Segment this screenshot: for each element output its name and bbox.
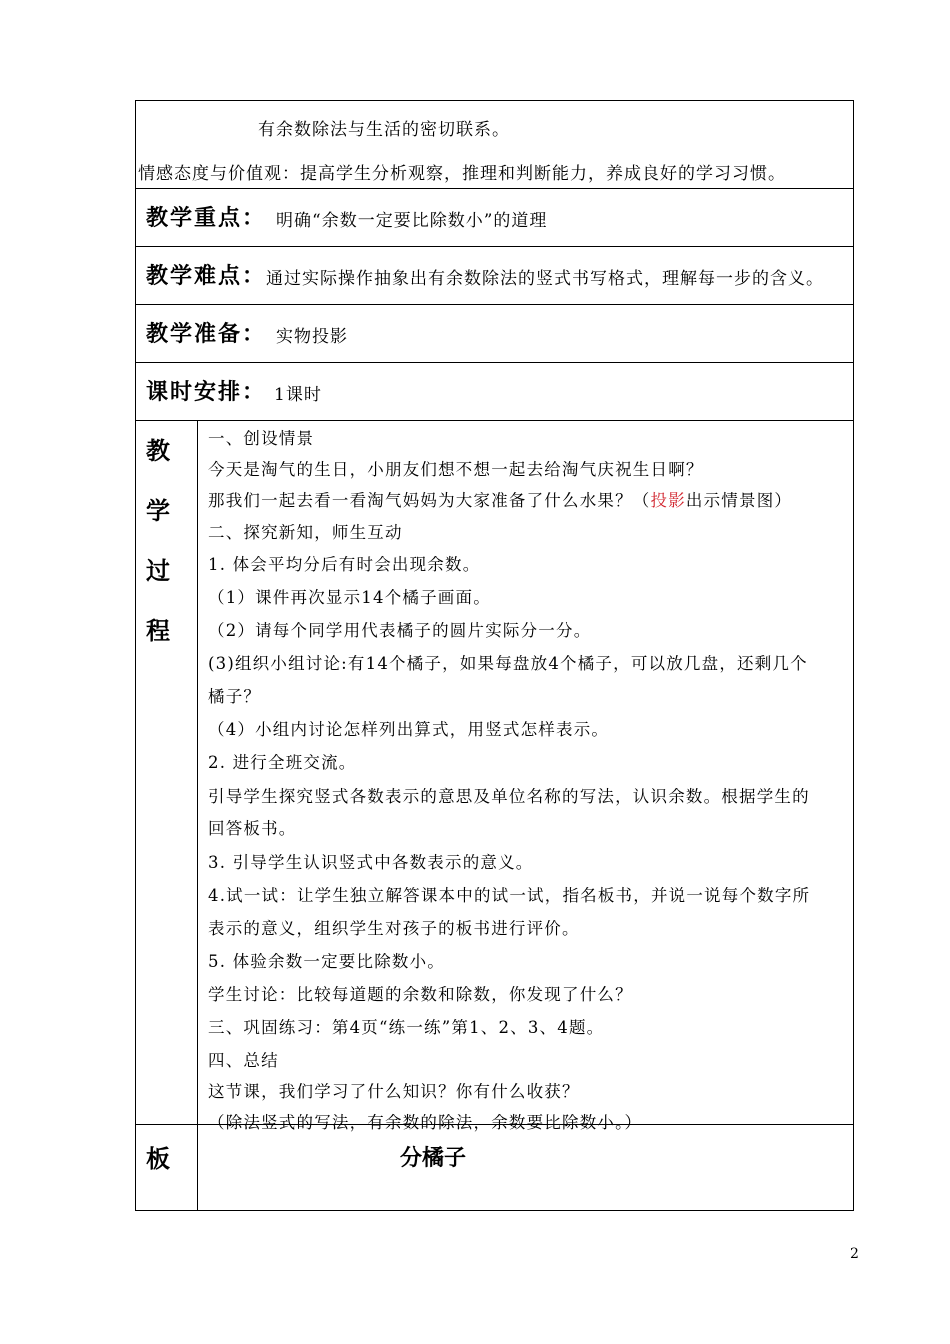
process-line: 回答板书。 — [208, 819, 297, 838]
board-design-row — [136, 1125, 853, 1210]
process-line: 橘子？ — [208, 687, 262, 706]
process-line: （4）小组内讨论怎样列出算式，用竖式怎样表示。 — [208, 720, 610, 739]
highlight-text: 投影 — [650, 491, 686, 510]
process-line: 表示的意义，组织学生对孩子的板书进行评价。 — [208, 919, 580, 938]
process-line: （2）请每个同学用代表橘子的圆片实际分一分。 — [208, 621, 592, 640]
side-char: 板 — [146, 1145, 170, 1173]
process-line: 1. 体会平均分后有时会出现余数。 — [208, 555, 481, 574]
process-line: 4.试一试：让学生独立解答课本中的试一试，指名板书，并说一说每个数字所 — [208, 886, 811, 905]
side-char: 程 — [146, 617, 170, 645]
process-side-column — [136, 421, 198, 1124]
schedule-label: 课时安排： — [146, 380, 267, 405]
teaching-process-row — [136, 421, 853, 1132]
process-line: 学生讨论：比较每道题的余数和除数，你发现了什么？ — [208, 985, 633, 1004]
process-line: （1）课件再次显示14个橘子画面。 — [208, 588, 491, 607]
process-line: （除法竖式的写法，有余数的除法，余数要比除数小。） — [208, 1113, 643, 1132]
process-line: 四、总结 — [208, 1051, 279, 1070]
objective-text-1: 有余数除法与生活的密切联系。 — [258, 120, 510, 140]
key-point-row — [136, 189, 853, 247]
process-line: 这节课，我们学习了什么知识？你有什么收获？ — [208, 1082, 580, 1101]
difficulty-value: 通过实际操作抽象出有余数除法的竖式书写格式，理解每一步的含义。 — [266, 269, 824, 289]
side-char: 过 — [146, 557, 170, 585]
difficulty-label: 教学难点： — [146, 264, 267, 289]
schedule-value: 1课时 — [274, 385, 322, 405]
process-line: 一、创设情景 — [208, 429, 315, 448]
process-line: 2. 进行全班交流。 — [208, 753, 357, 772]
process-line: 引导学生探究竖式各数表示的意思及单位名称的写法，认识余数。根据学生的 — [208, 787, 810, 806]
preparation-value: 实物投影 — [276, 327, 348, 347]
schedule-row — [136, 363, 853, 421]
process-line: 5. 体验余数一定要比除数小。 — [208, 952, 445, 971]
process-line: 那我们一起去看一看淘气妈妈为大家准备了什么水果？（投影出示情景图） — [208, 491, 793, 510]
board-title: 分橘子 — [400, 1146, 467, 1171]
preparation-label: 教学准备： — [146, 322, 267, 347]
side-char: 学 — [146, 497, 170, 525]
key-point-label: 教学重点： — [146, 206, 267, 231]
process-line: 今天是淘气的生日，小朋友们想不想一起去给淘气庆祝生日啊？ — [208, 460, 704, 479]
side-char: 教 — [146, 437, 170, 465]
process-line: 二、探究新知，师生互动 — [208, 523, 403, 542]
preparation-row — [136, 305, 853, 363]
process-line: 三、巩固练习：第4页“练一练”第1、2、3、4题。 — [208, 1018, 605, 1037]
difficulty-row — [136, 247, 853, 305]
key-point-value: 明确“余数一定要比除数小”的道理 — [276, 211, 548, 231]
process-line: 3. 引导学生认识竖式中各数表示的意义。 — [208, 853, 534, 872]
process-line: (3)组织小组讨论:有14个橘子，如果每盘放4个橘子，可以放几盘，还剩几个 — [208, 654, 808, 673]
page-number: 2 — [850, 1246, 859, 1262]
lesson-plan-table — [135, 100, 854, 1211]
objective-text-2: 情感态度与价值观：提高学生分析观察，推理和判断能力，养成良好的学习习惯。 — [138, 164, 786, 184]
objectives-row — [136, 101, 853, 189]
board-side-column — [136, 1125, 198, 1210]
